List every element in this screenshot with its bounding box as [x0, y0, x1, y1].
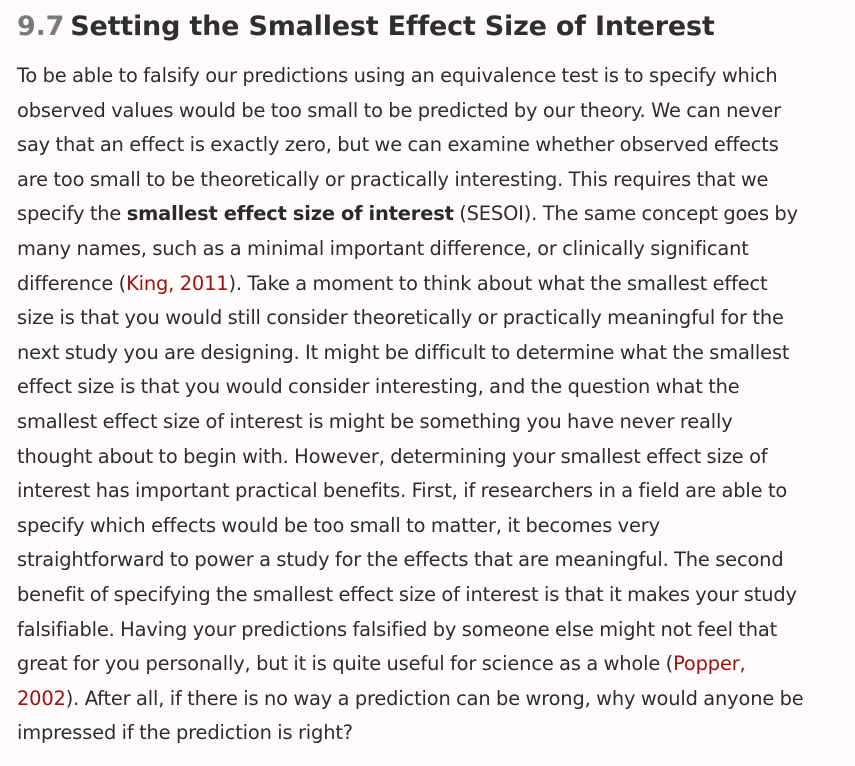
- citation-link-popper-2002-part2[interactable]: 2002: [17, 686, 66, 710]
- paragraph-line: [17, 267, 841, 302]
- citation-link-king-2011[interactable]: King, 2011: [126, 271, 229, 295]
- text-run: great for you personally, but it is quite useful for science as a whole (: [17, 652, 674, 676]
- citation-link-popper-2002-part1[interactable]: Popper,: [673, 652, 746, 676]
- paragraph-line: falsifiable. Having your predictions falsified by someone else might not feel that: [17, 617, 778, 641]
- paragraph-line: [17, 197, 841, 232]
- paragraph-line: many names, such as a minimal important difference, or clinically significant: [17, 236, 749, 260]
- paragraph-line: size is that you would still consider theoretically or practically meaningful for the: [17, 306, 784, 330]
- paragraph-line: specify which effects would be too small to matter, it becomes very: [17, 513, 660, 537]
- text-run: (SESOI). The same concept goes by: [453, 202, 798, 226]
- section-heading: [17, 8, 841, 46]
- body-paragraph: [17, 59, 841, 751]
- text-run: ). After all, if there is no way a prediction can be wrong, why would anyone be: [65, 686, 804, 710]
- paragraph-line: are too small to be theoretically or practically interesting. This requires that we: [17, 167, 769, 191]
- paragraph-line: say that an effect is exactly zero, but we can examine whether observed effects: [17, 133, 779, 157]
- paragraph-line: [17, 682, 841, 717]
- paragraph-line: impressed if the prediction is right?: [17, 721, 353, 745]
- paragraph-line: benefit of specifying the smallest effect size of interest is that it makes your study: [17, 582, 797, 606]
- paragraph-line: effect size is that you would consider interesting, and the question what the: [17, 375, 740, 399]
- section-number: 9.7: [17, 11, 65, 42]
- paragraph-line: straightforward to power a study for the effects that are meaningful. The second: [17, 548, 784, 572]
- text-run: specify the: [17, 202, 127, 226]
- text-run: difference (: [17, 271, 127, 295]
- section-title: Setting the Smallest Effect Size of Interest: [70, 11, 715, 42]
- paragraph-line: observed values would be too small to be predicted by our theory. We can never: [17, 98, 781, 122]
- paragraph-line: smallest effect size of interest is might be something you have never really: [17, 409, 733, 433]
- paragraph-line: To be able to falsify our predictions using an equivalence test is to specify which: [17, 64, 778, 87]
- text-run: ). Take a moment to think about what the smallest effect: [228, 271, 768, 295]
- bold-term-sesoi: smallest effect size of interest: [126, 202, 454, 226]
- paragraph-line: next study you are designing. It might be difficult to determine what the smallest: [17, 340, 790, 364]
- paragraph-line: interest has important practical benefits. First, if researchers in a field are able to: [17, 479, 788, 503]
- paragraph-line: thought about to begin with. However, determining your smallest effect size of: [17, 444, 768, 468]
- paragraph-line: [17, 647, 841, 682]
